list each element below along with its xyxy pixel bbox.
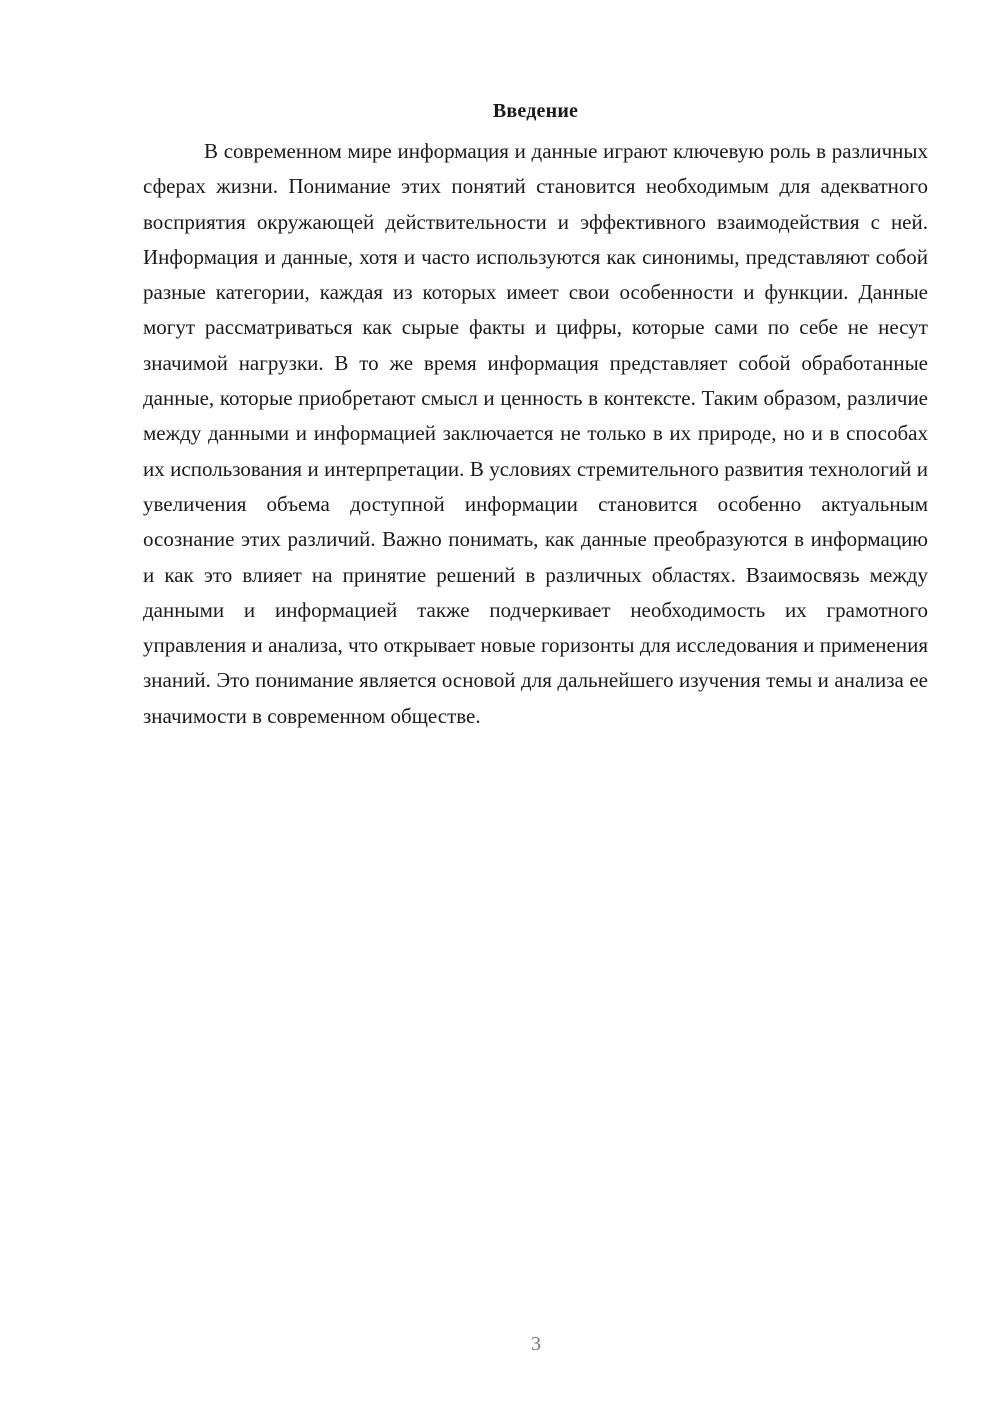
body-paragraph: В современном мире информация и данные играют ключевую роль в различных сферах жизни. Понимание этих понятий становится необходимым для адекватного восприятия окружающей действительности и эффективного взаимодействия с ней. Информация и данные, хотя и часто используются как синонимы, представляют собой разные категории, каждая из которых имеет свои особенности и функции. Данные могут рассматриваться как сырые факты и цифры, которые сами по себе не несут значимой нагрузки. В то же время информация представляет собой обработанные данные, которые приобретают смысл и ценность в контексте. Таким образом, различие между данными и информацией заключается не только в их природе, но и в способах их использования и интерпретации. В условиях стремительного развития технологий и увеличения объема доступной информации становится особенно актуальным осознание этих различий. Важно понимать, как данные преобразуются в информацию и как это влияет на принятие решений в различных областях. Взаимосвязь между данными и информацией также подчеркивает необходимость их грамотного управления и анализа, что открывает новые горизонты для исследования и применения знаний. Это понимание является основой для дальнейшего изучения темы и анализа ее значимости в современном обществе.: [143, 139, 928, 728]
page-content: [143, 96, 928, 734]
page-number: 3: [531, 1333, 541, 1355]
section-heading: Введение: [492, 100, 579, 122]
